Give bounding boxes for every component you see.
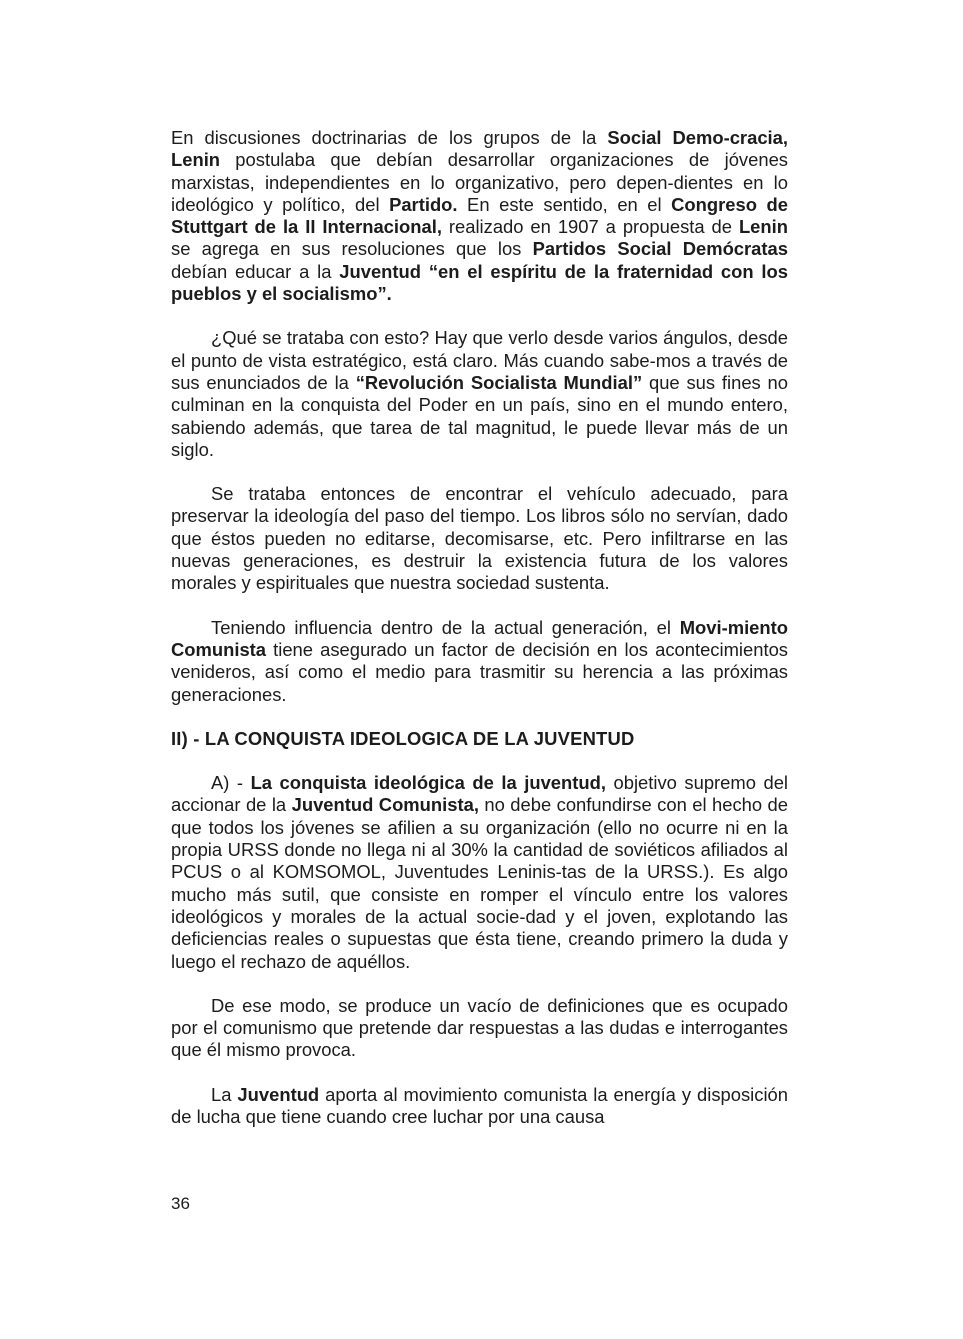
text-run: En este sentido, en el — [457, 193, 672, 215]
bold-text-run: Partidos Social Demócratas — [532, 238, 788, 260]
text-run: ¿Qué se trataba con esto? Hay que verlo desde varios ángulos, desde el punto de vista estratégico, está claro. Más cuando sabe-mos a través de sus enunciados de la — [171, 327, 788, 393]
text-run — [421, 261, 429, 282]
text-run: De ese modo, se produce un vacío de definiciones que es ocupado por el comunismo que pretende dar respuestas a las dudas e interrogantes que él mismo provoca. — [171, 994, 788, 1061]
text-run: aporta al movimiento comunista la energía y disposición de lucha que tiene cuando cree luchar por una causa — [171, 1083, 788, 1127]
text-run: Teniendo influencia dentro de la actual generación, el — [211, 616, 680, 638]
bold-text-run: Juventud — [237, 1083, 320, 1105]
text-run: En discusiones doctrinarias de los grupos de la — [171, 127, 608, 148]
bold-text-run: “Revolución Socialista Mundial” — [355, 371, 643, 393]
paragraph — [171, 617, 788, 706]
text-run: II) - LA CONQUISTA IDEOLOGICA DE LA JUVENTUD — [171, 727, 635, 749]
paragraph — [171, 127, 788, 305]
text-run: realizado en 1907 a propuesta de — [441, 216, 739, 238]
text-run: no debe confundirse con el hecho de que todos los jóvenes se afilien a su organización (ello no ocurre ni en la propia URSS donde no llega ni al 30% la cantidad de soviéticos afiliados al PCUS o al KOMSOMOL, Juventudes Leninis-tas de la URSS.). Es algo mucho más sutil, que consiste en romper el vínculo entre los valores ideológicos y morales de la actual socie-dad y el joven, explotando las deficiencias reales o supuestas que ésta tiene, creando primero la duda y luego el rechazo de aquéllos. — [171, 794, 788, 972]
page-number: 36 — [171, 1194, 190, 1213]
bold-text-run: Juventud Comunista, — [291, 794, 479, 816]
document-body — [171, 127, 788, 1150]
bold-text-run: Congreso de Stuttgart de la II Internacional, — [171, 193, 788, 238]
bold-text-run: Partido. — [389, 193, 458, 215]
bold-text-run: Juventud — [339, 260, 421, 282]
paragraph — [171, 327, 788, 461]
text-run: postulaba que debían desarrollar organizaciones de jóvenes marxistas, independientes en lo organizativo, pero depen-dientes en lo ideológico y político, del — [171, 149, 788, 215]
text-run: La — [211, 1083, 238, 1105]
text-run: Se trataba entonces de encontrar el vehículo adecuado, para preservar la ideología del paso del tiempo. Los libros sólo no servían, dado que éstos pueden no editarse, decomisarse, etc. Pero infiltrarse en las nuevas generaciones, es destruir la existencia futura de los valores morales y espirituales que nuestra sociedad sustenta. — [171, 483, 788, 594]
text-run: debían educar a la — [171, 260, 340, 282]
text-run: se agrega en sus resoluciones que los — [171, 238, 533, 260]
text-run: A) - — [211, 772, 251, 794]
bold-text-run: Social Demo-cracia, Lenin — [171, 127, 788, 171]
text-run: que sus fines no culminan en la conquista del Poder en un país, sino en el mundo entero, sabiendo además, que tarea de tal magnitud, le puede llevar más de un siglo. — [171, 371, 789, 460]
section-heading — [171, 728, 788, 750]
paragraph — [171, 483, 788, 594]
bold-text-run: “en el espíritu de la fraternidad con los pueblos y el socialismo”. — [171, 260, 788, 305]
paragraph — [171, 995, 788, 1062]
bold-text-run: Movi-miento Comunista — [171, 616, 788, 660]
paragraph — [171, 1084, 788, 1129]
bold-text-run: La conquista ideológica de la juventud, — [250, 772, 606, 794]
bold-text-run: Lenin — [738, 216, 788, 238]
text-run: tiene asegurado un factor de decisión en los acontecimientos venideros, así como el medio para trasmitir su herencia a las próximas generaciones. — [171, 638, 788, 705]
paragraph — [171, 772, 788, 973]
text-run: objetivo supremo del accionar de la — [171, 772, 789, 816]
